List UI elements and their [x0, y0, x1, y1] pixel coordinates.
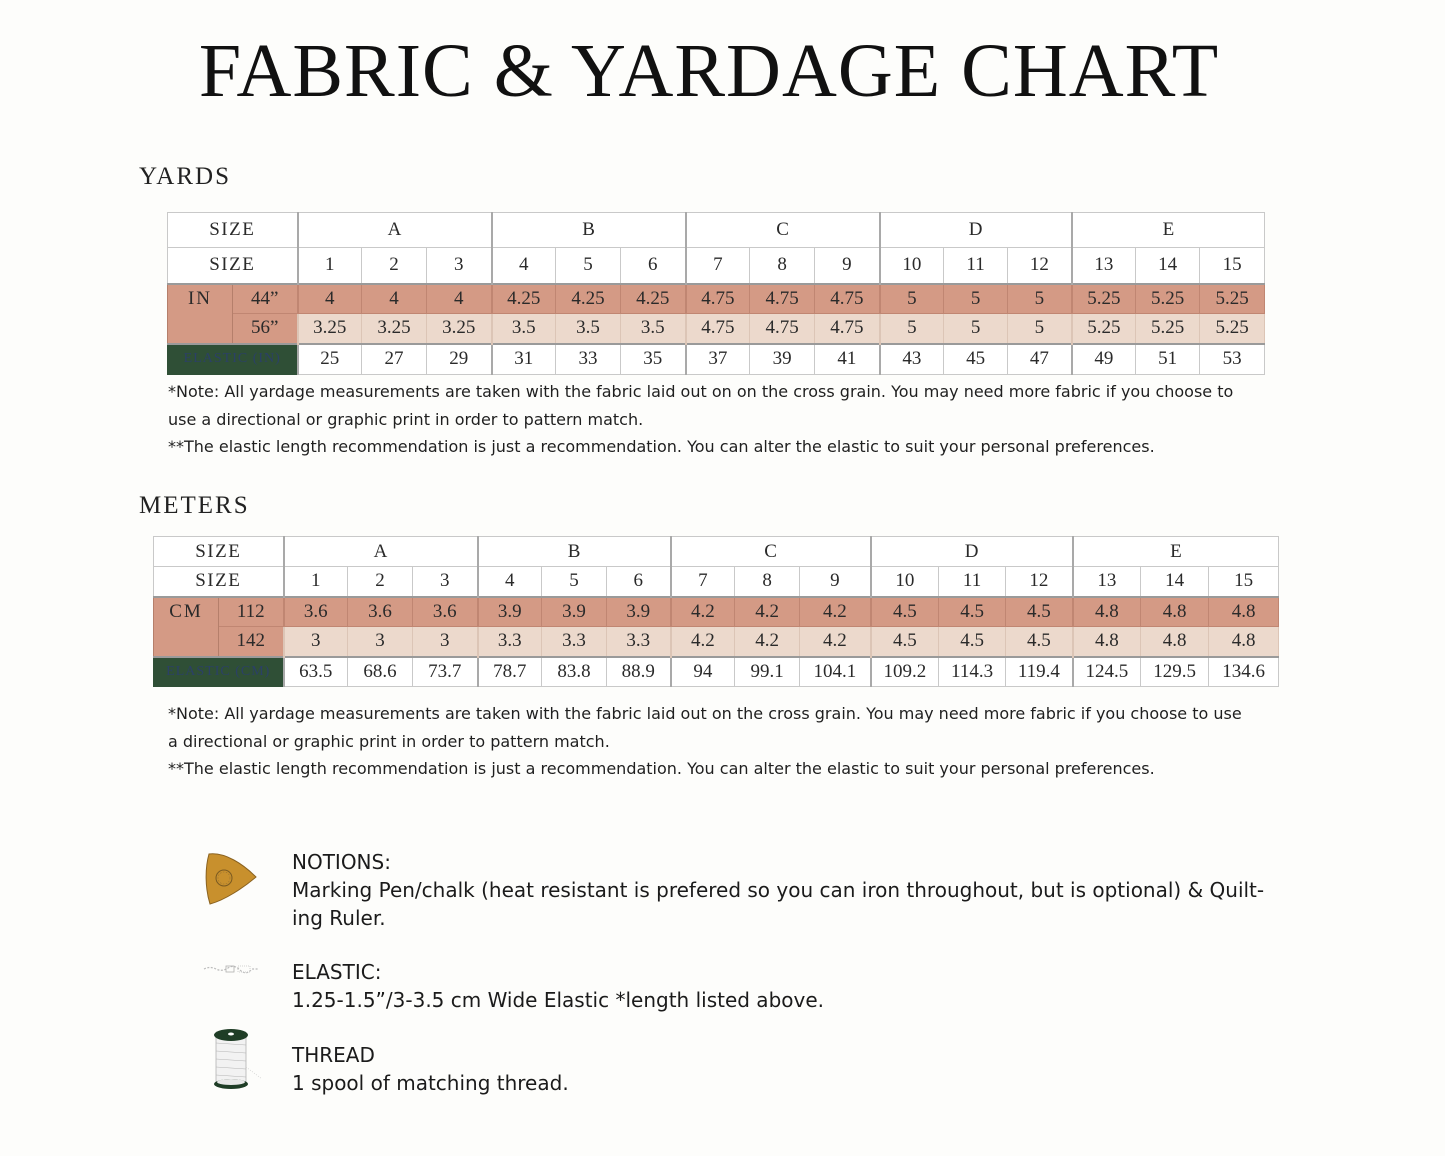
- yardage-cell: 4.2: [800, 627, 871, 657]
- yardage-cell: 5.25: [1072, 284, 1136, 314]
- yardage-cell: 4.8: [1209, 597, 1279, 627]
- elastic-cell: 25: [298, 344, 362, 375]
- yardage-cell: 3: [348, 627, 413, 657]
- meters-section-label: METERS: [139, 492, 250, 519]
- elastic-row: [154, 657, 1279, 687]
- notion-heading: THREAD: [292, 1043, 375, 1067]
- yardage-cell: 5.25: [1136, 314, 1200, 344]
- size-group-c: C: [671, 537, 871, 567]
- yardage-cell: 3.6: [284, 597, 348, 627]
- yardage-cell: 4.2: [800, 597, 871, 627]
- yardage-cell: 3.25: [427, 314, 492, 344]
- size-cell: 5: [542, 567, 607, 597]
- elastic-cell: 83.8: [542, 657, 607, 687]
- elastic-cell: 73.7: [413, 657, 478, 687]
- size-cell: 3: [413, 567, 478, 597]
- elastic-cell: 43: [880, 344, 944, 375]
- yardage-cell: 3: [284, 627, 348, 657]
- yardage-cell: 4.75: [686, 284, 750, 314]
- elastic-cell: 134.6: [1209, 657, 1279, 687]
- yards-notes: [168, 378, 1233, 461]
- size-cell: 12: [1008, 248, 1072, 284]
- elastic-row: [168, 344, 1265, 375]
- elastic-cell: 53: [1200, 344, 1265, 375]
- size-header: SIZE: [154, 537, 284, 567]
- size-cell: 11: [944, 248, 1008, 284]
- elastic-cell: 78.7: [478, 657, 542, 687]
- yardage-cell: 5: [1008, 314, 1072, 344]
- elastic-cell: 51: [1136, 344, 1200, 375]
- elastic-icon: [202, 963, 260, 982]
- yardage-cell: 4.5: [871, 597, 939, 627]
- elastic-cell: 94: [671, 657, 735, 687]
- elastic-cell: 104.1: [800, 657, 871, 687]
- size-group-d: D: [871, 537, 1073, 567]
- fabric-width-label: 44”: [233, 284, 298, 314]
- elastic-cell: 39: [750, 344, 815, 375]
- fabric-row-56: [168, 314, 1265, 344]
- yardage-cell: 3.5: [556, 314, 621, 344]
- notion-description: Marking Pen/chalk (heat resistant is prefered so you can iron throughout, but is optional) & Quilt-: [292, 878, 1265, 902]
- yardage-note-line-1: *Note: All yardage measurements are taken with the fabric laid out on the cross grain. You may need more fabric if you choose to use: [168, 704, 1242, 723]
- elastic-cell: 45: [944, 344, 1008, 375]
- yardage-cell: 4.75: [750, 314, 815, 344]
- size-cell: 14: [1136, 248, 1200, 284]
- elastic-cell: 99.1: [735, 657, 800, 687]
- yardage-cell: 4.2: [735, 627, 800, 657]
- size-cell: 10: [871, 567, 939, 597]
- yardage-cell: 5: [880, 314, 944, 344]
- fabric-width-label: 142: [219, 627, 284, 657]
- size-header: SIZE: [154, 567, 284, 597]
- page-title: FABRIC & YARDAGE CHART: [198, 29, 1220, 113]
- meters-table: [153, 536, 1279, 687]
- yardage-note-line-2: use a directional or graphic print in order to pattern match.: [168, 409, 644, 429]
- elastic-cell: 35: [621, 344, 686, 375]
- yardage-cell: 4.25: [492, 284, 556, 314]
- yardage-cell: 4.5: [939, 597, 1006, 627]
- yardage-cell: 4.75: [815, 314, 880, 344]
- size-group-a: A: [284, 537, 478, 567]
- size-cell: 13: [1073, 567, 1141, 597]
- elastic-cell: 68.6: [348, 657, 413, 687]
- elastic-cell: 47: [1008, 344, 1072, 375]
- elastic-cell: 27: [362, 344, 427, 375]
- size-cell: 5: [556, 248, 621, 284]
- yardage-cell: 3.9: [478, 597, 542, 627]
- yardage-cell: 4.8: [1141, 597, 1209, 627]
- size-group-row: [154, 537, 1279, 567]
- yardage-cell: 3.9: [542, 597, 607, 627]
- size-cell: 11: [939, 567, 1006, 597]
- yardage-cell: 3.3: [607, 627, 671, 657]
- yardage-note-line-1: *Note: All yardage measurements are taken with the fabric laid out on on the cross grain. You may need more fabric if you choose to: [168, 382, 1234, 401]
- yardage-cell: 4.75: [815, 284, 880, 314]
- yardage-cell: 5.25: [1072, 314, 1136, 344]
- notion-item-elastic: [292, 958, 824, 1014]
- yardage-cell: 4.8: [1141, 627, 1209, 657]
- yardage-cell: 3.3: [478, 627, 542, 657]
- yardage-cell: 5: [944, 284, 1008, 314]
- yardage-cell: 4: [298, 284, 362, 314]
- size-cell: 4: [492, 248, 556, 284]
- yardage-cell: 4.5: [1006, 627, 1073, 657]
- size-group-c: C: [686, 213, 880, 248]
- yardage-cell: 5: [1008, 284, 1072, 314]
- yardage-cell: 4: [427, 284, 492, 314]
- notion-heading: NOTIONS:: [292, 850, 391, 874]
- size-cell: 6: [607, 567, 671, 597]
- notion-heading: ELASTIC:: [292, 960, 382, 984]
- yardage-cell: 5.25: [1200, 314, 1265, 344]
- elastic-cell: 114.3: [939, 657, 1006, 687]
- elastic-cell: 109.2: [871, 657, 939, 687]
- elastic-cell: 124.5: [1073, 657, 1141, 687]
- size-cell: 15: [1200, 248, 1265, 284]
- size-header: SIZE: [168, 248, 298, 284]
- elastic-cell: 49: [1072, 344, 1136, 375]
- size-cell: 1: [298, 248, 362, 284]
- size-cell: 14: [1141, 567, 1209, 597]
- yardage-cell: 5: [880, 284, 944, 314]
- elastic-cell: 129.5: [1141, 657, 1209, 687]
- size-cell: 9: [815, 248, 880, 284]
- elastic-cell: 31: [492, 344, 556, 375]
- yards-section-label: YARDS: [139, 163, 231, 190]
- elastic-cell: 88.9: [607, 657, 671, 687]
- notion-description: 1 spool of matching thread.: [292, 1071, 569, 1095]
- elastic-cell: 37: [686, 344, 750, 375]
- yardage-cell: 4.25: [556, 284, 621, 314]
- size-group-b: B: [492, 213, 686, 248]
- yardage-cell: 4.2: [735, 597, 800, 627]
- size-cell: 8: [750, 248, 815, 284]
- yardage-cell: 4.5: [1006, 597, 1073, 627]
- notion-item-thread: [292, 1041, 569, 1097]
- yardage-cell: 4.75: [686, 314, 750, 344]
- yardage-cell: 5: [944, 314, 1008, 344]
- unit-label: IN: [168, 284, 233, 344]
- yardage-cell: 3.6: [413, 597, 478, 627]
- size-group-e: E: [1072, 213, 1265, 248]
- size-cell: 15: [1209, 567, 1279, 597]
- size-number-row: [168, 248, 1265, 284]
- yardage-cell: 3: [413, 627, 478, 657]
- yardage-cell: 4.8: [1073, 627, 1141, 657]
- yardage-cell: 4: [362, 284, 427, 314]
- size-group-b: B: [478, 537, 671, 567]
- size-cell: 1: [284, 567, 348, 597]
- size-cell: 7: [686, 248, 750, 284]
- yardage-cell: 3.5: [621, 314, 686, 344]
- tailor-chalk-icon: [203, 850, 259, 911]
- thread-spool-icon: [210, 1027, 266, 1096]
- yardage-cell: 3.25: [362, 314, 427, 344]
- notion-description: ing Ruler.: [292, 906, 386, 930]
- yards-table: [167, 212, 1265, 375]
- size-group-e: E: [1073, 537, 1279, 567]
- yardage-cell: 3.6: [348, 597, 413, 627]
- size-group-row: [168, 213, 1265, 248]
- yardage-cell: 4.2: [671, 597, 735, 627]
- size-header: SIZE: [168, 213, 298, 248]
- elastic-note: **The elastic length recommendation is just a recommendation. You can alter the elastic to suit your personal preferences.: [168, 437, 1155, 456]
- fabric-row-142: [154, 627, 1279, 657]
- elastic-note: **The elastic length recommendation is just a recommendation. You can alter the elastic to suit your personal preferences.: [168, 759, 1155, 778]
- yardage-cell: 4.5: [939, 627, 1006, 657]
- elastic-label: ELASTIC (CM): [154, 657, 284, 687]
- yardage-cell: 3.9: [607, 597, 671, 627]
- yardage-cell: 4.75: [750, 284, 815, 314]
- yardage-cell: 5.25: [1136, 284, 1200, 314]
- yardage-cell: 4.5: [871, 627, 939, 657]
- meters-notes: [168, 700, 1242, 783]
- size-number-row: [154, 567, 1279, 597]
- size-cell: 6: [621, 248, 686, 284]
- yardage-cell: 3.5: [492, 314, 556, 344]
- yardage-cell: 4.2: [671, 627, 735, 657]
- elastic-cell: 29: [427, 344, 492, 375]
- size-cell: 3: [427, 248, 492, 284]
- elastic-label: ELASTIC (IN): [168, 344, 298, 375]
- yardage-cell: 4.8: [1073, 597, 1141, 627]
- notion-description: 1.25-1.5”/3-3.5 cm Wide Elastic *length listed above.: [292, 988, 824, 1012]
- unit-label: CM: [154, 597, 219, 657]
- fabric-row-44: [168, 284, 1265, 314]
- fabric-width-label: 112: [219, 597, 284, 627]
- size-cell: 8: [735, 567, 800, 597]
- elastic-cell: 41: [815, 344, 880, 375]
- elastic-cell: 33: [556, 344, 621, 375]
- yardage-cell: 3.3: [542, 627, 607, 657]
- yardage-note-line-2: a directional or graphic print in order to pattern match.: [168, 731, 610, 751]
- yardage-cell: 4.8: [1209, 627, 1279, 657]
- size-cell: 10: [880, 248, 944, 284]
- fabric-width-label: 56”: [233, 314, 298, 344]
- yardage-cell: 3.25: [298, 314, 362, 344]
- elastic-cell: 119.4: [1006, 657, 1073, 687]
- size-cell: 12: [1006, 567, 1073, 597]
- yardage-cell: 4.25: [621, 284, 686, 314]
- fabric-row-112: [154, 597, 1279, 627]
- size-cell: 7: [671, 567, 735, 597]
- size-cell: 9: [800, 567, 871, 597]
- elastic-cell: 63.5: [284, 657, 348, 687]
- size-cell: 2: [348, 567, 413, 597]
- notion-item-notions: [292, 848, 1264, 932]
- size-cell: 4: [478, 567, 542, 597]
- size-cell: 13: [1072, 248, 1136, 284]
- size-group-a: A: [298, 213, 492, 248]
- size-group-d: D: [880, 213, 1072, 248]
- yardage-cell: 5.25: [1200, 284, 1265, 314]
- size-cell: 2: [362, 248, 427, 284]
